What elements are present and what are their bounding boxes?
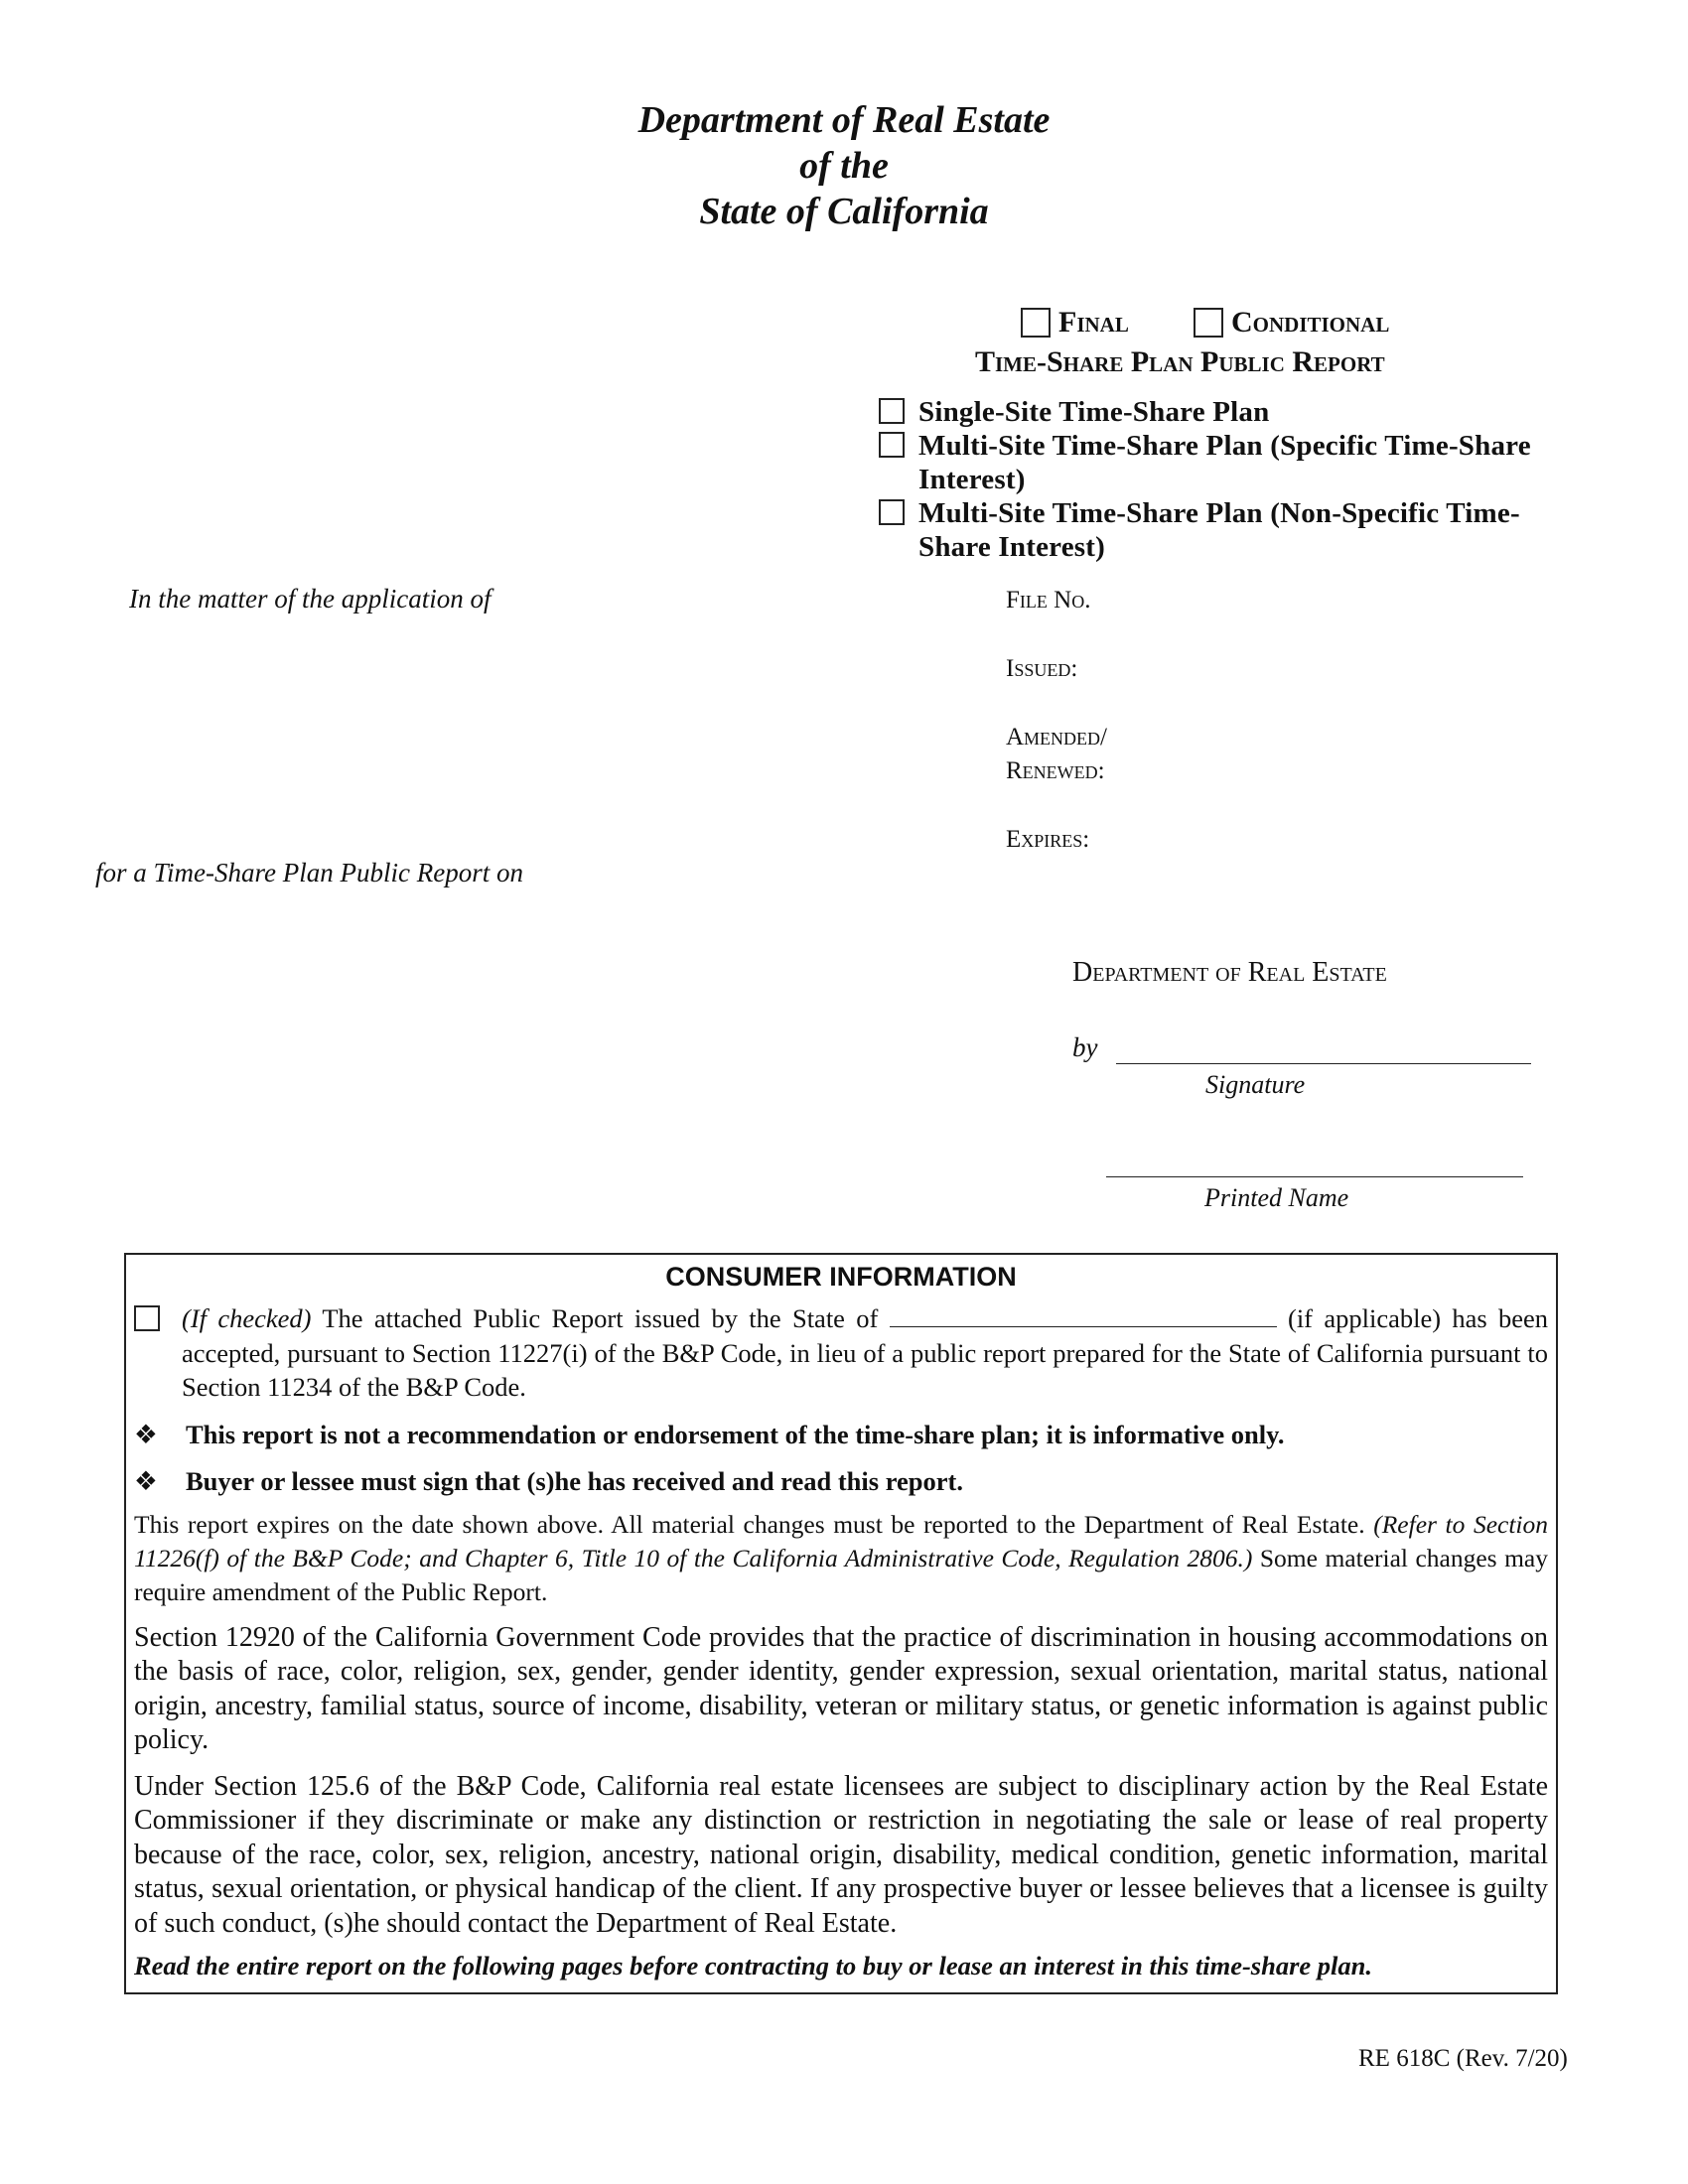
state-blank[interactable] bbox=[890, 1306, 1277, 1327]
section-125-6-paragraph: Under Section 125.6 of the B&P Code, California real estate licensees are subject to disciplinary action by the Real Estate Commissioner if they discriminate or make any distinction or restriction in negotiating the sale or lease of real property because of the race, color, sex, religion, ancestry, national origin, disability, medical condition, genetic information, marital status, sexual orientation, or physical handicap of the client. If any prospective buyer or lessee believes that a licensee is guilty of such conduct, (s)he should contact the Department of Real Estate. bbox=[134, 1770, 1548, 1939]
bullet-item bbox=[126, 1451, 1556, 1498]
multi-site-specific-checkbox[interactable] bbox=[879, 432, 905, 458]
amended-label: Amended/ bbox=[1006, 724, 1107, 751]
plan-option-label-cont: Interest) bbox=[918, 464, 1026, 495]
bullet-buyer-must-sign: Buyer or lessee must sign that (s)he has received and read this report. bbox=[186, 1465, 963, 1496]
single-site-checkbox[interactable] bbox=[879, 398, 905, 424]
conditional-option[interactable] bbox=[1194, 306, 1389, 340]
accepted-report-checkbox[interactable] bbox=[134, 1305, 160, 1331]
accepted-report-text-a: The attached Public Report issued by the State of bbox=[322, 1303, 879, 1333]
file-no-label: File No. bbox=[1006, 587, 1091, 614]
by-label: by bbox=[1072, 1032, 1098, 1062]
plan-option-multi-specific[interactable] bbox=[879, 429, 1574, 496]
final-option[interactable] bbox=[1021, 306, 1129, 340]
signature-caption: Signature bbox=[1205, 1070, 1306, 1099]
consumer-information-box bbox=[124, 1253, 1558, 1994]
plan-option-label: Multi-Site Time-Share Plan (Non-Specific Time- bbox=[918, 497, 1520, 529]
plan-option-multi-nonspecific[interactable] bbox=[879, 496, 1574, 564]
header-department: Department of Real Estate bbox=[637, 99, 1051, 141]
diamond-bullet-icon: ❖ bbox=[134, 1465, 158, 1496]
conditional-label: Conditional bbox=[1231, 306, 1390, 339]
bullet-item bbox=[126, 1405, 1556, 1451]
report-on-label: for a Time-Share Plan Public Report on bbox=[95, 858, 523, 887]
accepted-report-text-b: (if applicable) has been accepted, pursuant to Section 11227(i) of the B&P Code, in lieu of a public report prepared for the State of California pursuant to Section 11234 of the B&P Code. bbox=[182, 1303, 1549, 1402]
expires-text-b: Some material changes may require amendment of the Public Report. bbox=[134, 1543, 1549, 1606]
header-of-the: of the bbox=[799, 145, 889, 187]
final-checkbox[interactable] bbox=[1021, 308, 1051, 338]
expires-label: Expires: bbox=[1006, 826, 1090, 853]
if-checked-label: (If checked) bbox=[182, 1303, 312, 1333]
closing-instruction: Read the entire report on the following pages before contracting to buy or lease an interest in this time-share plan. bbox=[134, 1951, 1373, 1980]
plan-options bbox=[879, 395, 1574, 564]
multi-site-nonspecific-checkbox[interactable] bbox=[879, 499, 905, 525]
plan-option-label: Multi-Site Time-Share Plan (Specific Time-Share bbox=[918, 430, 1531, 462]
plan-option-single[interactable] bbox=[879, 395, 1574, 429]
matter-label: In the matter of the application of bbox=[129, 584, 492, 614]
plan-option-label: Single-Site Time-Share Plan bbox=[918, 396, 1270, 428]
header-state: State of California bbox=[699, 191, 989, 232]
section-12920-paragraph: Section 12920 of the California Government Code provides that the practice of discrimination in housing accommodations on the basis of race, color, religion, sex, gender, gender identity, gender expression, sexual orientation, marital status, national origin, ancestry, familial status, source of income, disability, veteran or military status, or genetic information is against public policy. bbox=[134, 1621, 1548, 1755]
expires-text-ref: (Refer to Section 11226(f) of the B&P Code; and Chapter 6, Title 10 of the California Administrative Code, Regulation 2806.) bbox=[134, 1509, 1549, 1572]
form-number: RE 618C (Rev. 7/20) bbox=[1358, 2045, 1568, 2072]
issued-label: Issued: bbox=[1006, 655, 1078, 682]
expires-paragraph bbox=[126, 1498, 1556, 1609]
printed-name-caption: Printed Name bbox=[1204, 1183, 1349, 1212]
renewed-label: Renewed: bbox=[1006, 757, 1105, 784]
consumer-information-title: CONSUMER INFORMATION bbox=[665, 1262, 1017, 1292]
expires-text-a: This report expires on the date shown above. All material changes must be reported to the Department of Real Estate. bbox=[134, 1509, 1365, 1539]
diamond-bullet-icon: ❖ bbox=[134, 1419, 158, 1449]
printed-name-line[interactable] bbox=[1106, 1176, 1523, 1177]
final-label: Final bbox=[1058, 306, 1129, 339]
bullet-not-recommendation: This report is not a recommendation or endorsement of the time-share plan; it is informative only. bbox=[186, 1419, 1285, 1449]
signature-line[interactable] bbox=[1116, 1063, 1531, 1064]
plan-option-label-cont: Share Interest) bbox=[918, 531, 1105, 563]
conditional-checkbox[interactable] bbox=[1194, 308, 1223, 338]
department-signature-heading: Department of Real Estate bbox=[1072, 957, 1387, 988]
report-type-title: Time-Share Plan Public Report bbox=[975, 345, 1385, 378]
accepted-report-item bbox=[126, 1294, 1556, 1405]
